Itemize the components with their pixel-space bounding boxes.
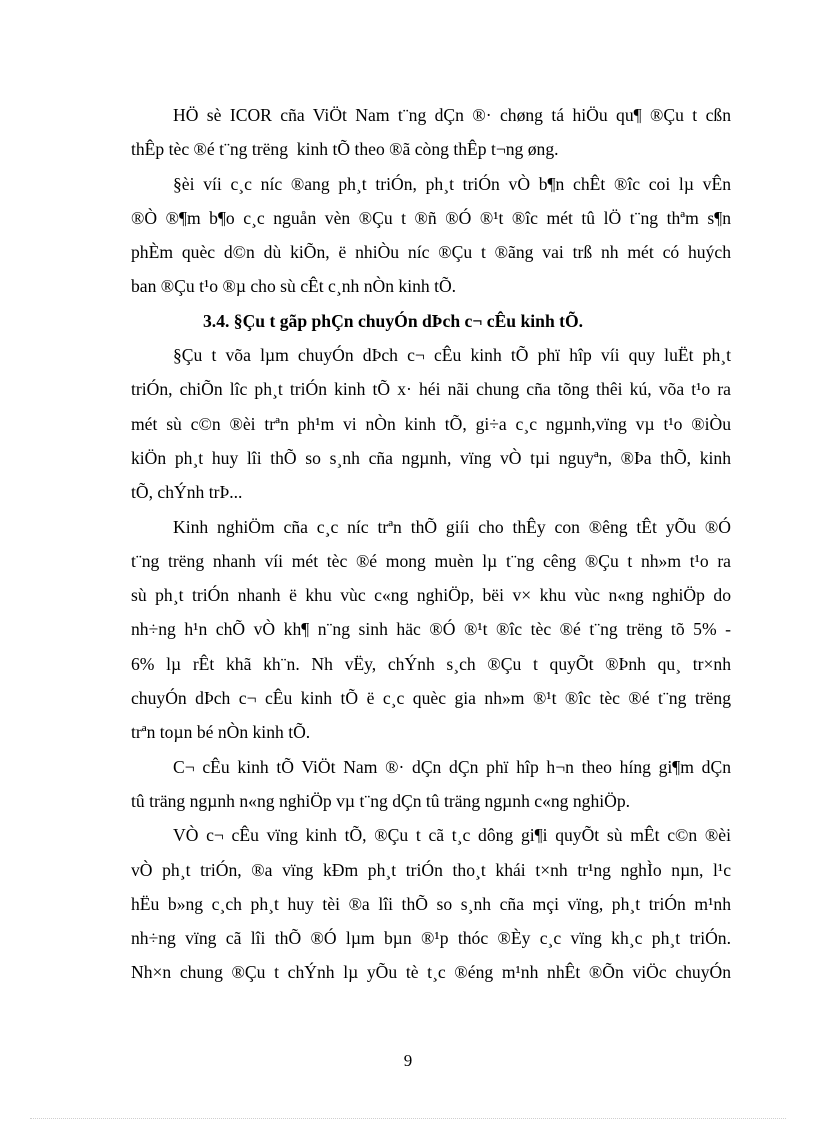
- text-line: ban ®Çu t¹o ®µ cho sù cÊt c¸nh nÒn kinh tÕ.: [131, 276, 457, 297]
- text-line: nh÷ng vïng cã lîi thÕ ®Ó lµm bµn ®¹p thóc ®Èy c¸c vïng kh¸c ph¸t triÓn.: [131, 928, 731, 949]
- page-number: 9: [403, 1051, 413, 1070]
- body-text: [131, 98, 731, 990]
- text-line: VÒ c¬ cÊu vïng kinh tÕ, ®Çu t cã t¸c dông gi¶i quyÕt sù mÊt c©n ®èi: [173, 825, 731, 846]
- text-line: 6% lµ rÊt khã kh¨n. Nh vËy, chÝnh s¸ch ®Çu t quyÕt ®Þnh qu¸ tr×nh: [131, 653, 731, 674]
- text-line: vÒ ph¸t triÓn, ®a vïng kÐm ph¸t triÓn tho¸t khái t×nh tr¹ng nghÌo nµn, l¹c: [131, 859, 731, 880]
- text-line: triÓn, chiÕn lîc ph¸t triÓn kinh tÕ x· héi nãi chung cña tõng thêi kú, võa t¹o ra: [131, 379, 731, 400]
- text-line: t¨ng trëng nhanh víi mét tèc ®é mong muèn lµ t¨ng cêng ®Çu t nh»m t¹o ra: [131, 550, 731, 571]
- text-line: mét sù c©n ®èi trªn ph¹m vi nÒn kinh tÕ, gi÷a c¸c ngµnh,vïng vµ t¹o ®iÒu: [131, 413, 731, 434]
- text-line: sù ph¸t triÓn nhanh ë khu vùc c«ng nghiÖp, bëi v× khu vùc n«ng nghiÖp do: [131, 585, 731, 606]
- text-line: nh÷ng h¹n chÕ vÒ kh¶ n¨ng sinh häc ®Ó ®¹t ®îc tèc ®é t¨ng trëng tõ 5% -: [131, 619, 731, 640]
- text-line: Nh×n chung ®Çu t chÝnh lµ yÕu tè t¸c ®éng m¹nh nhÊt ®Õn viÖc chuyÓn: [131, 962, 731, 983]
- text-line: hËu b»ng c¸ch ph¸t huy tèi ®a lîi thÕ so s¸nh cña mçi vïng, ph¸t triÓn m¹nh: [131, 893, 731, 914]
- page-bottom-divider: [30, 1118, 786, 1119]
- text-line: ®Ò ®¶m b¶o c¸c nguån vèn ®Çu t ®ñ ®Ó ®¹t ®îc mét tû lÖ t¨ng thªm s¶n: [131, 207, 731, 228]
- text-line: kiÖn ph¸t huy lîi thÕ so s¸nh cña ngµnh, vïng vÒ tµi nguyªn, ®Þa thÕ, kinh: [131, 447, 731, 468]
- text-line: thÊp tèc ®é t¨ng trëng kinh tÕ theo ®ã còng thÊp t¬ng øng.: [131, 139, 559, 160]
- text-line: §Çu t võa lµm chuyÓn dÞch c¬ cÊu kinh tÕ phï hîp víi quy luËt ph¸t: [173, 345, 731, 366]
- text-line: HÖ sè ICOR cña ViÖt Nam t¨ng dÇn ®· chøng tá hiÖu qu¶ ®Çu t cßn: [173, 105, 731, 125]
- text-line: chuyÓn dÞch c¬ cÊu kinh tÕ ë c¸c quèc gia nh»m ®¹t ®îc tèc ®é t¨ng trëng: [131, 688, 731, 709]
- text-line: §èi víi c¸c níc ®ang ph¸t triÓn, ph¸t triÓn vÒ b¶n chÊt ®îc coi lµ vÊn: [173, 173, 731, 194]
- text-line: tÕ, chÝnh trÞ...: [131, 482, 243, 503]
- text-line: trªn toµn bé nÒn kinh tÕ.: [131, 722, 311, 743]
- section-heading: 3.4. §Çu t gãp phÇn chuyÓn dÞch c¬ cÊu kinh tÕ.: [203, 310, 584, 331]
- text-line: Kinh nghiÖm cña c¸c níc trªn thÕ giíi cho thÊy con ®êng tÊt yÕu ®Ó: [173, 516, 731, 537]
- text-line: C¬ cÊu kinh tÕ ViÖt Nam ®· dÇn dÇn phï hîp h¬n theo híng gi¶m dÇn: [173, 756, 731, 777]
- text-line: phÈm quèc d©n dù kiÕn, ë nhiÒu níc ®Çu t ®ãng vai trß nh mét có huých: [131, 242, 731, 263]
- text-line: tû träng ngµnh n«ng nghiÖp vµ t¨ng dÇn tû träng ngµnh c«ng nghiÖp.: [131, 790, 631, 811]
